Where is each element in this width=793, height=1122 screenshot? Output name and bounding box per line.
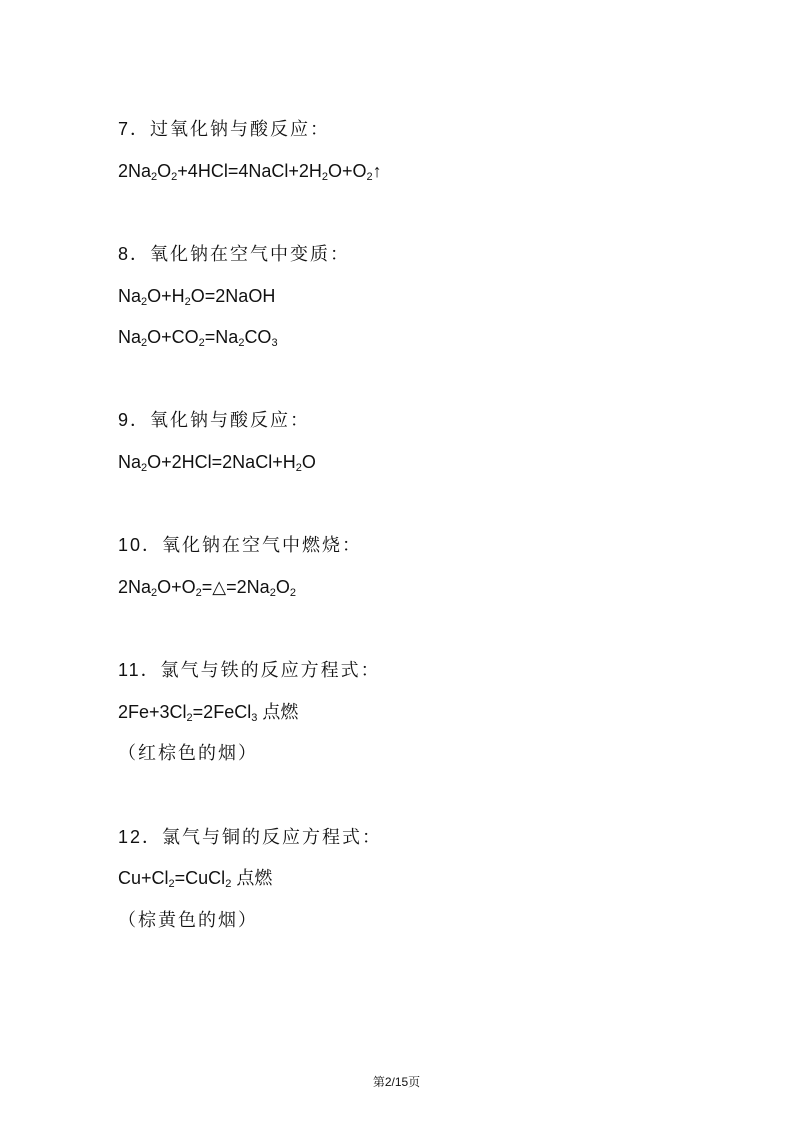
- item-9-equation-1: $Na_2O+2HCl=2NaCl+H_2O$: [118, 452, 316, 474]
- item-10-heading: 10．氧化钠在空气中燃烧：: [118, 535, 363, 555]
- subscript: 2: [198, 337, 205, 349]
- item-7-equation-1: $2Na_2O_2+4HCl=4NaCl+2H_2O+O_2↑$: [118, 161, 382, 183]
- item-8-equation-1: $Na_2O+H_2O=2NaOH$: [118, 286, 276, 308]
- item-12-note: （棕黄色的烟）: [118, 910, 258, 930]
- subscript: 3: [251, 712, 258, 724]
- subscript: 2: [151, 171, 158, 183]
- subscript: 2: [141, 337, 148, 349]
- subscript: 2: [289, 587, 296, 599]
- item-9-heading: 9．氧化钠与酸反应：: [118, 410, 311, 430]
- item-12-equation-1: $Cu+Cl_2=CuCl_2$ 点燃: [118, 868, 273, 890]
- item-8-equation-2: $Na_2O+CO_2=Na_2CO_3$: [118, 327, 278, 349]
- item-11-note: （红棕色的烟）: [118, 743, 258, 763]
- item-11-equation-1: $2Fe+3Cl_2=2FeCl_3$ 点燃: [118, 702, 299, 724]
- item-11-heading: 11．氯气与铁的反应方程式：: [118, 660, 381, 680]
- subscript: 2: [141, 462, 148, 474]
- item-8-heading: 8．氧化钠在空气中变质：: [118, 244, 351, 264]
- subscript: 2: [225, 878, 232, 890]
- subscript: 2: [168, 878, 175, 890]
- subscript: 2: [186, 712, 193, 724]
- subscript: 2: [269, 587, 276, 599]
- subscript: 2: [366, 171, 373, 183]
- item-10-equation-1: $2Na_2O+O_2=\triangle=2Na_2O_2$: [118, 577, 296, 599]
- subscript: 2: [238, 337, 245, 349]
- subscript: 2: [195, 587, 202, 599]
- subscript: 2: [295, 462, 302, 474]
- subscript: 2: [141, 296, 148, 308]
- subscript: 2: [151, 587, 158, 599]
- page-number: 第2/15页: [372, 1075, 421, 1089]
- subscript: 2: [184, 296, 191, 308]
- subscript: 3: [271, 337, 278, 349]
- item-7-heading: 7．过氧化钠与酸反应：: [118, 119, 331, 139]
- subscript: 2: [171, 171, 178, 183]
- item-12-heading: 12．氯气与铜的反应方程式：: [118, 827, 383, 847]
- subscript: 2: [321, 171, 328, 183]
